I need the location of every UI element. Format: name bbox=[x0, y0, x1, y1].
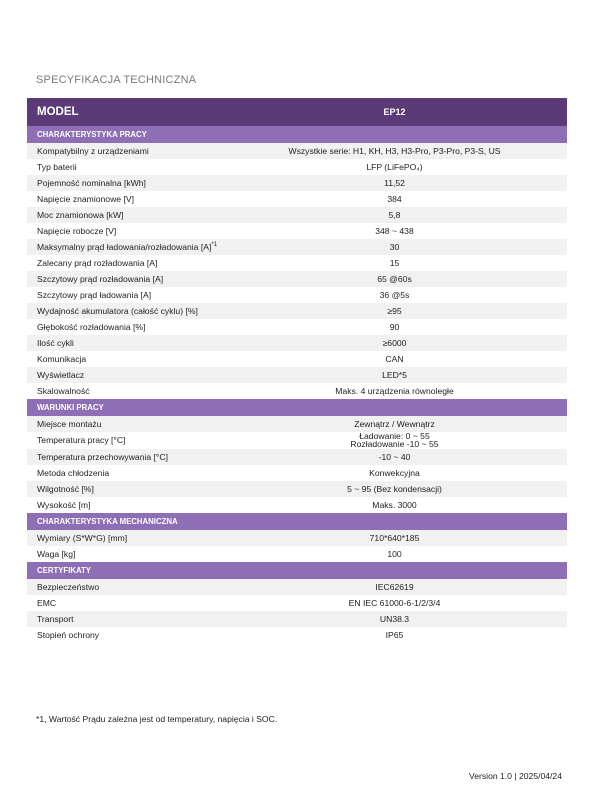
footnote: *1, Wartość Prądu zależna jest od temperatury, napięcia i SOC. bbox=[36, 714, 278, 724]
spec-row bbox=[27, 143, 567, 159]
spec-table-body bbox=[27, 98, 567, 643]
spec-label: Wydajność akumulatora (całość cyklu) [%] bbox=[37, 306, 198, 316]
spec-value-cell bbox=[222, 303, 567, 319]
model-header-row bbox=[27, 98, 567, 126]
section-title: CERTYFIKATY bbox=[27, 562, 567, 579]
spec-row bbox=[27, 627, 567, 643]
spec-value: 384 bbox=[387, 194, 402, 204]
spec-value-cell bbox=[222, 207, 567, 223]
spec-row bbox=[27, 497, 567, 513]
spec-value: 348 ~ 438 bbox=[375, 226, 414, 236]
spec-label: Stopień ochrony bbox=[37, 629, 100, 640]
spec-value-cell bbox=[222, 579, 567, 595]
spec-label-cell bbox=[27, 530, 222, 546]
spec-row bbox=[27, 383, 567, 399]
spec-label: Moc znamionowa [kW] bbox=[37, 210, 124, 220]
spec-label: Głębokość rozładowania [%] bbox=[37, 322, 146, 332]
spec-row bbox=[27, 319, 567, 335]
section-header-row bbox=[27, 126, 567, 143]
spec-value: 710*640*185 bbox=[369, 532, 420, 543]
spec-label-cell bbox=[27, 207, 222, 223]
spec-row bbox=[27, 207, 567, 223]
section-header-row bbox=[27, 513, 567, 530]
spec-label-cell bbox=[27, 465, 222, 481]
spec-value-cell bbox=[222, 611, 567, 627]
spec-value-cell bbox=[222, 449, 567, 465]
spec-value: 15 bbox=[389, 258, 400, 268]
spec-value-cell bbox=[222, 351, 567, 367]
spec-value-cell bbox=[222, 239, 567, 255]
spec-row bbox=[27, 465, 567, 481]
spec-label: Transport bbox=[37, 613, 74, 624]
spec-value-cell bbox=[222, 465, 567, 481]
spec-label: Zalecany prąd rozładowania [A] bbox=[37, 258, 158, 268]
spec-row bbox=[27, 432, 567, 449]
spec-value: 11,52 bbox=[384, 178, 405, 188]
spec-row bbox=[27, 175, 567, 191]
spec-label-cell bbox=[27, 351, 222, 367]
spec-value-cell bbox=[222, 627, 567, 643]
spec-label-cell bbox=[27, 287, 222, 303]
spec-label-cell bbox=[27, 335, 222, 351]
spec-label-cell bbox=[27, 255, 222, 271]
spec-value-cell bbox=[222, 546, 567, 562]
spec-label: Skalowalność bbox=[37, 386, 90, 396]
spec-label: Waga [kg] bbox=[37, 548, 76, 559]
spec-table bbox=[27, 98, 567, 643]
spec-value: Wszystkie serie: H1, KH, H3, H3-Pro, P3-Pro, P3-S, US bbox=[288, 146, 501, 156]
spec-label-cell bbox=[27, 271, 222, 287]
section-title: CHARAKTERYSTYKA PRACY bbox=[27, 126, 567, 143]
spec-label: Temperatura pracy [°C] bbox=[37, 435, 126, 446]
spec-value: LED*5 bbox=[382, 370, 407, 380]
spec-value: Zewnątrz / Wewnątrz bbox=[354, 419, 435, 429]
spec-label-cell bbox=[27, 627, 222, 643]
spec-label: Komunikacja bbox=[37, 354, 87, 364]
spec-value-cell bbox=[222, 497, 567, 513]
spec-value-cell bbox=[222, 143, 567, 159]
spec-value: UN38.3 bbox=[379, 613, 410, 624]
spec-value-cell bbox=[222, 383, 567, 399]
spec-value-cell bbox=[222, 159, 567, 175]
spec-row bbox=[27, 303, 567, 319]
spec-value-secondary: Rozładowanie -10 ~ 55 bbox=[350, 439, 439, 449]
spec-value-cell bbox=[222, 271, 567, 287]
spec-label: Ilość cykli bbox=[37, 338, 74, 348]
spec-row bbox=[27, 546, 567, 562]
spec-label: Kompatybilny z urządzeniami bbox=[37, 146, 149, 156]
spec-value-cell bbox=[222, 530, 567, 546]
spec-value-cell bbox=[222, 432, 567, 449]
version-label: Version 1.0 | 2025/04/24 bbox=[468, 771, 562, 781]
spec-label-cell bbox=[27, 579, 222, 595]
spec-value: 65 @60s bbox=[377, 274, 412, 284]
spec-row bbox=[27, 481, 567, 497]
spec-value: Ładowanie: 0 ~ 55 bbox=[359, 432, 430, 441]
spec-label: Typ baterii bbox=[37, 162, 77, 172]
spec-value: LFP (LiFePO₄) bbox=[366, 162, 423, 172]
spec-value: 36 @5s bbox=[379, 290, 410, 300]
spec-label: Pojemność nominalna [kWh] bbox=[37, 178, 146, 188]
spec-label: Wyświetlacz bbox=[37, 370, 85, 380]
model-label: MODEL bbox=[27, 98, 222, 126]
spec-label-cell bbox=[27, 481, 222, 497]
spec-value-cell bbox=[222, 595, 567, 611]
spec-value: 5 ~ 95 (Bez kondensacji) bbox=[347, 483, 442, 494]
spec-label-cell bbox=[27, 319, 222, 335]
section-header-row bbox=[27, 399, 567, 416]
spec-row bbox=[27, 239, 567, 255]
spec-value: CAN bbox=[385, 354, 404, 364]
spec-label-cell bbox=[27, 223, 222, 239]
spec-label: Metoda chłodzenia bbox=[37, 467, 110, 478]
spec-row bbox=[27, 223, 567, 239]
spec-label: Napięcie znamionowe [V] bbox=[37, 194, 134, 204]
spec-row bbox=[27, 271, 567, 287]
spec-value: Maks. 3000 bbox=[372, 499, 417, 510]
footnote-marker: *1 bbox=[211, 242, 218, 249]
spec-label: Wymiary (S*W*G) [mm] bbox=[37, 532, 128, 543]
spec-label-cell bbox=[27, 303, 222, 319]
spec-row bbox=[27, 449, 567, 465]
spec-value: 30 bbox=[389, 242, 400, 252]
spec-label: Miejsce montażu bbox=[37, 419, 102, 429]
spec-row bbox=[27, 579, 567, 595]
spec-value-cell bbox=[222, 255, 567, 271]
spec-label: Temperatura przechowywania [°C] bbox=[37, 451, 168, 462]
spec-label-cell bbox=[27, 175, 222, 191]
spec-row bbox=[27, 530, 567, 546]
spec-label-cell bbox=[27, 595, 222, 611]
spec-label-cell bbox=[27, 239, 222, 255]
spec-label-cell bbox=[27, 497, 222, 513]
spec-value: 100 bbox=[387, 548, 402, 559]
spec-value-cell bbox=[222, 367, 567, 383]
spec-row bbox=[27, 191, 567, 207]
section-header-row bbox=[27, 562, 567, 579]
spec-label: Szczytowy prąd ładowania [A] bbox=[37, 290, 152, 300]
spec-value-cell bbox=[222, 335, 567, 351]
spec-value: ≥95 bbox=[387, 306, 402, 316]
spec-row bbox=[27, 367, 567, 383]
spec-value: EN IEC 61000-6-1/2/3/4 bbox=[348, 597, 441, 608]
model-value: EP12 bbox=[222, 98, 567, 126]
spec-value-cell bbox=[222, 416, 567, 432]
spec-value: IP65 bbox=[385, 629, 404, 640]
spec-value: 90 bbox=[389, 322, 400, 332]
spec-value: ≥6000 bbox=[382, 338, 407, 348]
spec-row bbox=[27, 416, 567, 432]
spec-value-cell bbox=[222, 223, 567, 239]
spec-label: EMC bbox=[37, 597, 57, 608]
spec-value: -10 ~ 40 bbox=[378, 451, 411, 462]
spec-label: Bezpieczeństwo bbox=[37, 581, 100, 592]
spec-row bbox=[27, 287, 567, 303]
spec-label: Wysokość [m] bbox=[37, 499, 91, 510]
spec-value-cell bbox=[222, 481, 567, 497]
section-title: WARUNKI PRACY bbox=[27, 399, 567, 416]
spec-label-cell bbox=[27, 383, 222, 399]
spec-row bbox=[27, 611, 567, 627]
spec-row bbox=[27, 255, 567, 271]
document-title: SPECYFIKACJA TECHNICZNA bbox=[36, 74, 197, 86]
spec-row bbox=[27, 351, 567, 367]
spec-row bbox=[27, 335, 567, 351]
spec-label-cell bbox=[27, 367, 222, 383]
spec-label-cell bbox=[27, 191, 222, 207]
spec-label-cell bbox=[27, 611, 222, 627]
spec-value: Maks. 4 urządzenia równoległe bbox=[335, 386, 454, 396]
spec-label-cell bbox=[27, 432, 222, 449]
spec-value-cell bbox=[222, 191, 567, 207]
spec-label-cell bbox=[27, 449, 222, 465]
spec-value-cell bbox=[222, 287, 567, 303]
spec-label: Napięcie robocze [V] bbox=[37, 226, 117, 236]
spec-label: Maksymalny prąd ładowania/rozładowania [A] bbox=[37, 242, 212, 252]
spec-label-cell bbox=[27, 546, 222, 562]
spec-label-cell bbox=[27, 159, 222, 175]
spec-label-cell bbox=[27, 416, 222, 432]
spec-value: 5,8 bbox=[388, 210, 401, 220]
section-title: CHARAKTERYSTYKA MECHANICZNA bbox=[27, 513, 567, 530]
spec-value: Konwekcyjna bbox=[369, 467, 420, 478]
spec-value: IEC62619 bbox=[375, 581, 414, 592]
spec-value-cell bbox=[222, 175, 567, 191]
spec-label: Wilgotność [%] bbox=[37, 483, 94, 494]
spec-value-cell bbox=[222, 319, 567, 335]
spec-label-cell bbox=[27, 143, 222, 159]
spec-row bbox=[27, 159, 567, 175]
spec-row bbox=[27, 595, 567, 611]
spec-label: Szczytowy prąd rozładowania [A] bbox=[37, 274, 164, 284]
